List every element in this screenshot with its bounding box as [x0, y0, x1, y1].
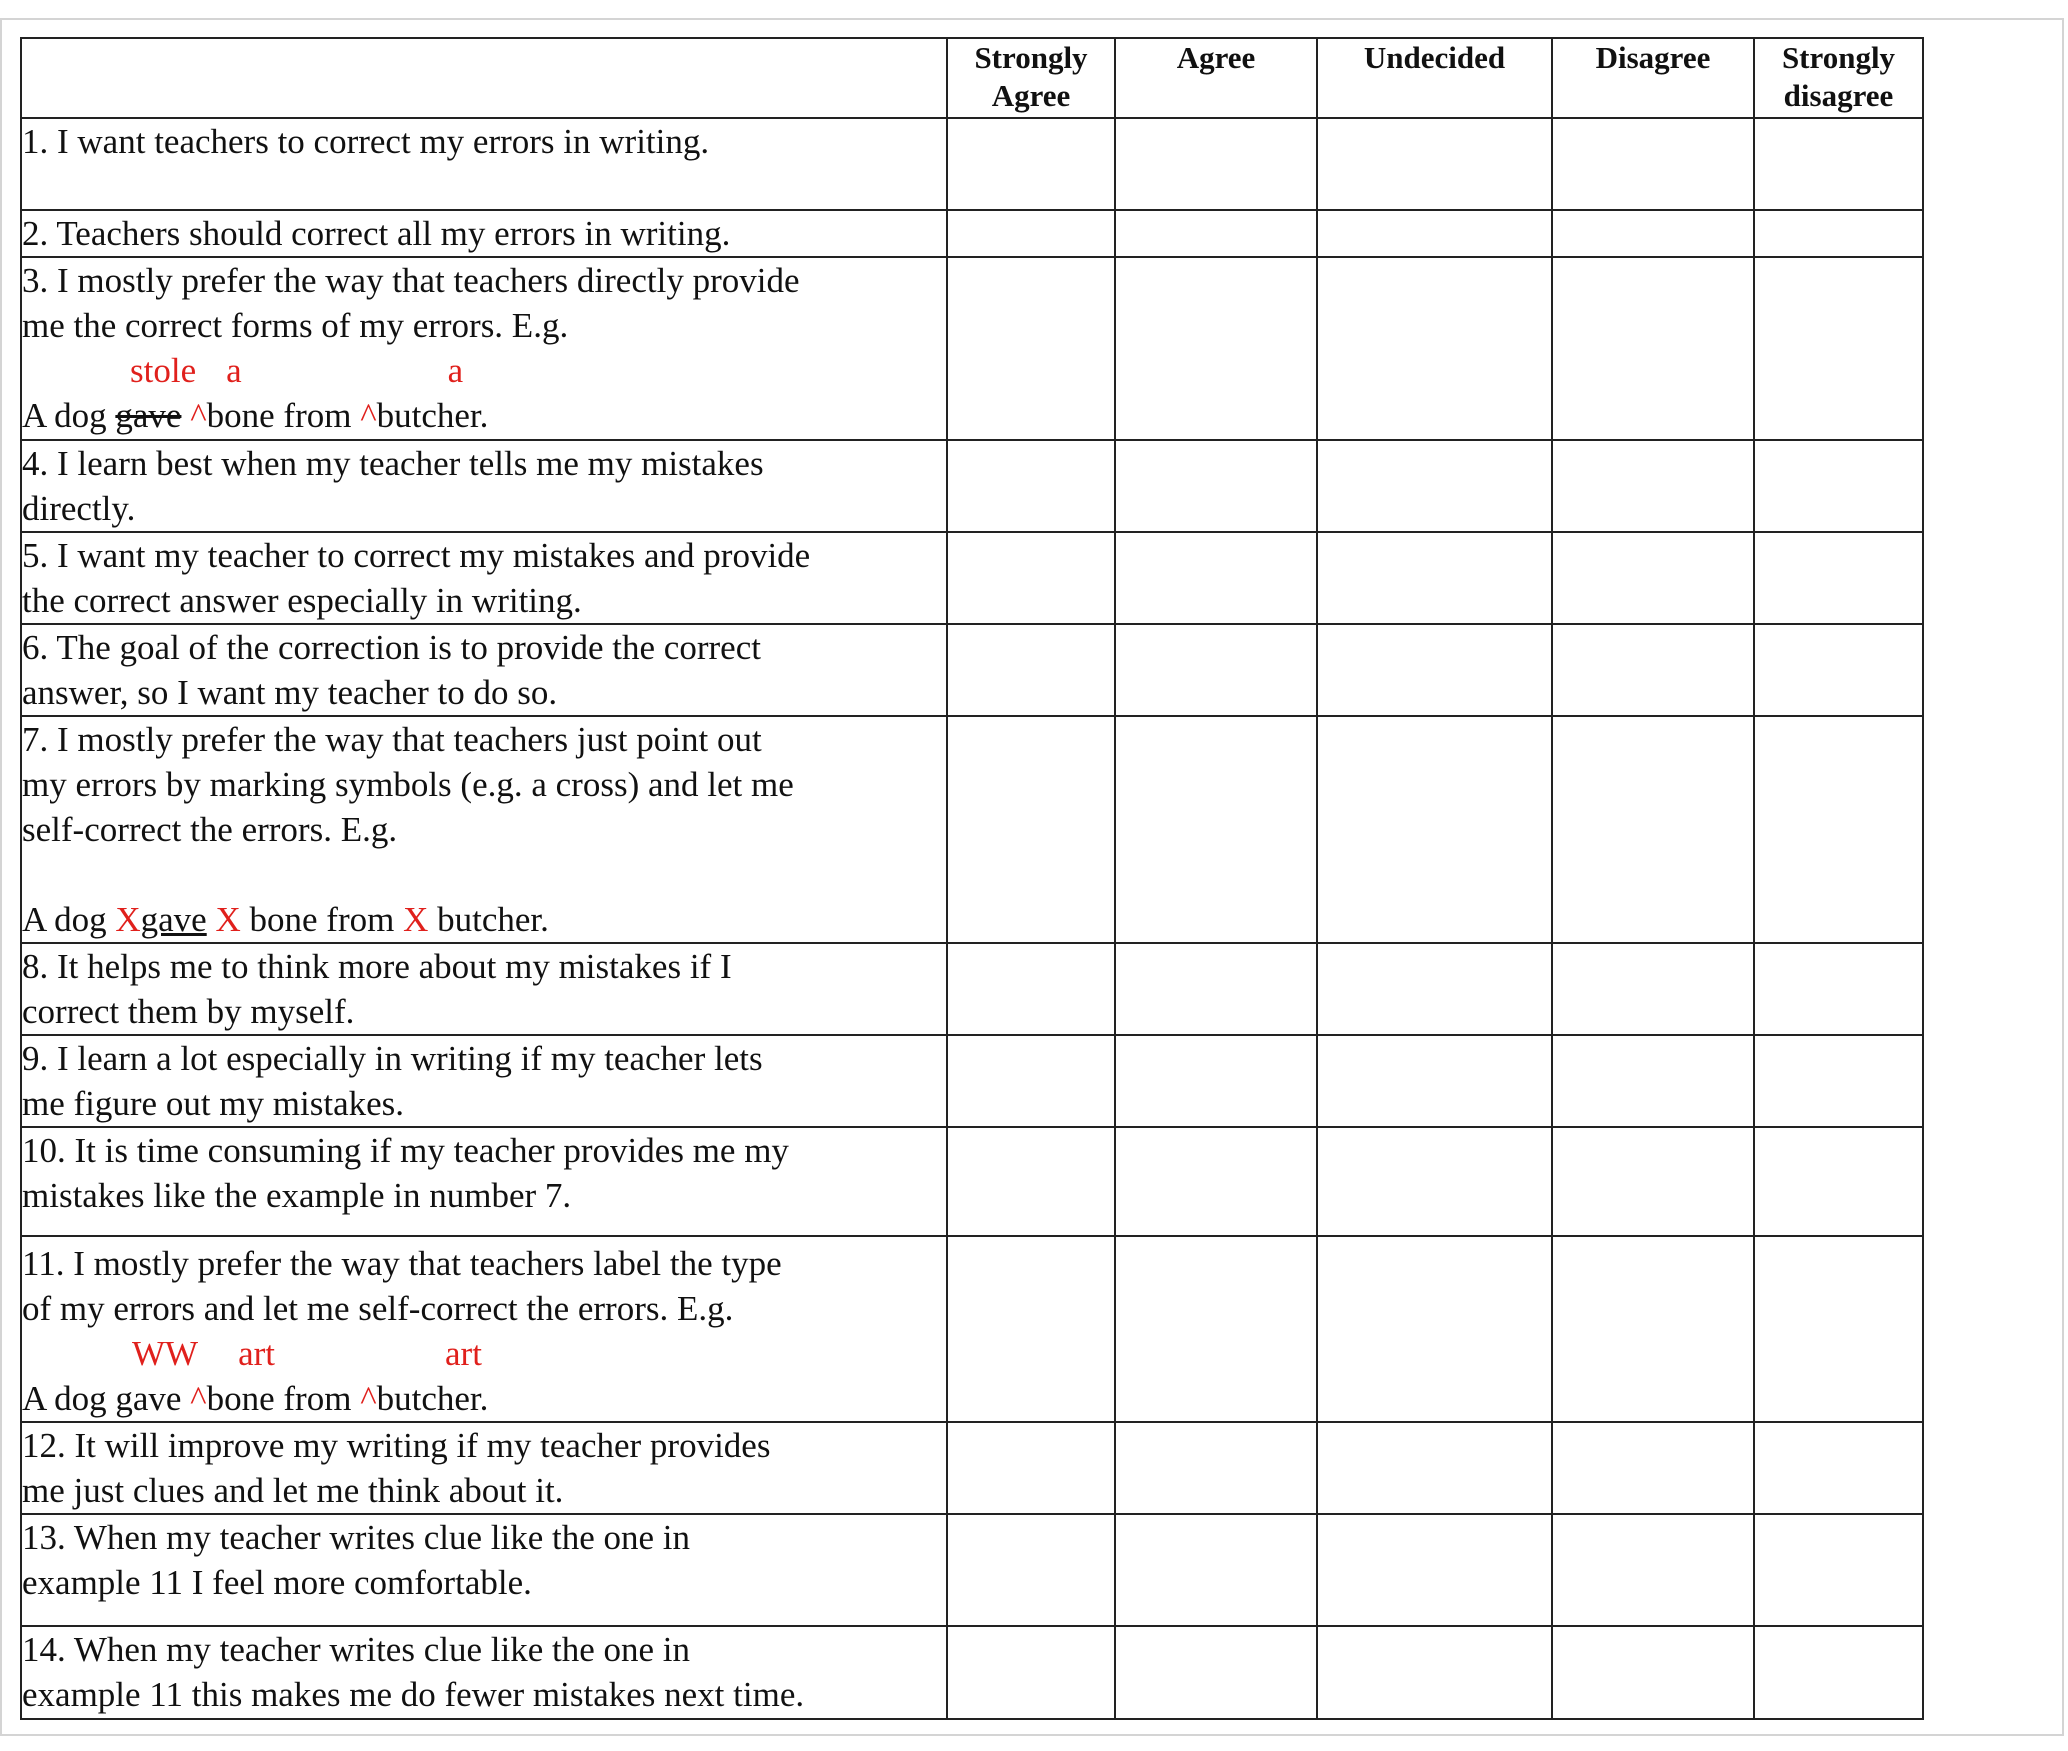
response-cell-disagree[interactable] [1552, 1035, 1754, 1127]
response-cell-undecided[interactable] [1317, 440, 1552, 532]
statement-line: me the correct forms of my errors. E.g. [22, 306, 569, 345]
statement-line: 13. When my teacher writes clue like the one in [22, 1518, 691, 1557]
table-row [21, 440, 1923, 532]
statement-cell [21, 210, 947, 257]
example-sentence: A dog gave ^bone from ^butcher. [22, 396, 489, 435]
response-cell-strongly-agree[interactable] [947, 1514, 1115, 1626]
response-cell-undecided[interactable] [1317, 1422, 1552, 1514]
statement-line: 8. It helps me to think more about my mistakes if I [22, 947, 732, 986]
response-cell-strongly-agree[interactable] [947, 532, 1115, 624]
statement-line: 14. When my teacher writes clue like the one in [22, 1630, 691, 1669]
response-cell-disagree[interactable] [1552, 440, 1754, 532]
response-cell-strongly-agree[interactable] [947, 257, 1115, 440]
statement-line: example 11 this makes me do fewer mistakes next time. [22, 1675, 805, 1714]
statement-line: the correct answer especially in writing. [22, 581, 582, 620]
statement-cell [21, 624, 947, 716]
response-cell-strongly-disagree[interactable] [1754, 257, 1923, 440]
statement-line: mistakes like the example in number 7. [22, 1176, 572, 1215]
response-cell-strongly-disagree[interactable] [1754, 532, 1923, 624]
statement-cell [21, 1127, 947, 1236]
response-cell-undecided[interactable] [1317, 532, 1552, 624]
insertion-caret: ^ [360, 396, 377, 435]
response-cell-undecided[interactable] [1317, 210, 1552, 257]
response-cell-undecided[interactable] [1317, 257, 1552, 440]
response-cell-undecided[interactable] [1317, 118, 1552, 210]
response-cell-agree[interactable] [1115, 440, 1317, 532]
statement-line: 12. It will improve my writing if my teacher provides [22, 1426, 771, 1465]
response-cell-strongly-disagree[interactable] [1754, 1626, 1923, 1719]
statement-line: 11. I mostly prefer the way that teachers label the type [22, 1244, 782, 1283]
insertion-caret: ^ [181, 1379, 207, 1418]
table-row [21, 257, 1923, 440]
statement-line: correct them by myself. [22, 992, 355, 1031]
response-cell-strongly-disagree[interactable] [1754, 1035, 1923, 1127]
statement-cell [21, 1514, 947, 1626]
response-cell-disagree[interactable] [1552, 257, 1754, 440]
table-row [21, 1035, 1923, 1127]
annotation-word: art [238, 1334, 275, 1373]
table-row [21, 1127, 1923, 1236]
statement-line: 2. Teachers should correct all my errors in writing. [22, 214, 731, 253]
header-row [21, 38, 1923, 118]
response-cell-undecided[interactable] [1317, 1236, 1552, 1422]
response-cell-agree[interactable] [1115, 943, 1317, 1035]
response-cell-strongly-agree[interactable] [947, 1422, 1115, 1514]
table-row [21, 532, 1923, 624]
annotation-word: a [226, 351, 242, 390]
response-cell-strongly-agree[interactable] [947, 440, 1115, 532]
response-cell-strongly-disagree[interactable] [1754, 1514, 1923, 1626]
response-cell-strongly-disagree[interactable] [1754, 440, 1923, 532]
statement-cell [21, 943, 947, 1035]
response-cell-strongly-disagree[interactable] [1754, 943, 1923, 1035]
response-cell-undecided[interactable] [1317, 716, 1552, 943]
statement-cell [21, 716, 947, 943]
table-row [21, 1514, 1923, 1626]
statement-line: of my errors and let me self-correct the errors. E.g. [22, 1289, 734, 1328]
response-cell-undecided[interactable] [1317, 1035, 1552, 1127]
statement-cell [21, 1626, 947, 1719]
table-row [21, 1626, 1923, 1719]
example-sentence: A dog gave ^bone from ^butcher. [22, 1379, 489, 1418]
statement-line: 1. I want teachers to correct my errors in writing. [22, 122, 710, 161]
statement-cell [21, 1035, 947, 1127]
statement-line: 10. It is time consuming if my teacher provides me my [22, 1131, 789, 1170]
response-cell-undecided[interactable] [1317, 943, 1552, 1035]
response-cell-undecided[interactable] [1317, 1127, 1552, 1236]
response-cell-strongly-agree[interactable] [947, 1035, 1115, 1127]
response-cell-disagree[interactable] [1552, 118, 1754, 210]
response-cell-disagree[interactable] [1552, 1127, 1754, 1236]
response-cell-strongly-agree[interactable] [947, 1626, 1115, 1719]
statement-line: 6. The goal of the correction is to provide the correct [22, 628, 761, 667]
statement-cell [21, 440, 947, 532]
statement-cell [21, 1236, 947, 1422]
table-row [21, 1422, 1923, 1514]
table-row [21, 118, 1923, 210]
insertion-caret: ^ [360, 1379, 377, 1418]
response-cell-strongly-agree[interactable] [947, 1236, 1115, 1422]
response-cell-strongly-agree[interactable] [947, 716, 1115, 943]
table-row [21, 1236, 1923, 1422]
response-cell-strongly-disagree[interactable] [1754, 210, 1923, 257]
header-agree: Agree [1115, 38, 1317, 118]
error-label-annotation-line [22, 1331, 946, 1376]
response-cell-agree[interactable] [1115, 257, 1317, 440]
response-cell-undecided[interactable] [1317, 624, 1552, 716]
response-cell-agree[interactable] [1115, 1422, 1317, 1514]
response-cell-strongly-agree[interactable] [947, 118, 1115, 210]
response-cell-agree[interactable] [1115, 1236, 1317, 1422]
response-cell-disagree[interactable] [1552, 716, 1754, 943]
response-cell-strongly-agree[interactable] [947, 1127, 1115, 1236]
statement-line: answer, so I want my teacher to do so. [22, 673, 558, 712]
response-cell-agree[interactable] [1115, 716, 1317, 943]
response-cell-disagree[interactable] [1552, 1626, 1754, 1719]
header-strongly-agree: Strongly Agree [947, 38, 1115, 118]
response-cell-agree[interactable] [1115, 118, 1317, 210]
statement-line: directly. [22, 489, 136, 528]
response-cell-undecided[interactable] [1317, 1626, 1552, 1719]
struck-word: gave [115, 396, 182, 435]
correction-annotation-line [22, 348, 946, 393]
response-cell-agree[interactable] [1115, 1626, 1317, 1719]
annotation-word: art [445, 1334, 482, 1373]
response-cell-strongly-disagree[interactable] [1754, 716, 1923, 943]
response-cell-strongly-disagree[interactable] [1754, 624, 1923, 716]
annotation-word: WW [132, 1334, 199, 1373]
response-cell-strongly-disagree[interactable] [1754, 1422, 1923, 1514]
response-cell-agree[interactable] [1115, 1127, 1317, 1236]
error-cross: X [115, 900, 141, 939]
statement-line: self-correct the errors. E.g. [22, 810, 398, 849]
response-cell-disagree[interactable] [1552, 1236, 1754, 1422]
response-cell-undecided[interactable] [1317, 1514, 1552, 1626]
response-cell-strongly-agree[interactable] [947, 624, 1115, 716]
statement-line: 3. I mostly prefer the way that teachers directly provide [22, 261, 800, 300]
header-undecided: Undecided [1317, 38, 1552, 118]
statement-cell [21, 118, 947, 210]
error-cross: X [206, 900, 241, 939]
error-cross: X [403, 900, 429, 939]
statement-cell [21, 1422, 947, 1514]
response-cell-agree[interactable] [1115, 624, 1317, 716]
statement-line: 4. I learn best when my teacher tells me my mistakes [22, 444, 764, 483]
statement-line: me figure out my mistakes. [22, 1084, 405, 1123]
response-cell-strongly-agree[interactable] [947, 943, 1115, 1035]
response-cell-strongly-agree[interactable] [947, 210, 1115, 257]
response-cell-strongly-disagree[interactable] [1754, 118, 1923, 210]
statement-line: example 11 I feel more comfortable. [22, 1563, 532, 1602]
response-cell-strongly-disagree[interactable] [1754, 1127, 1923, 1236]
response-cell-disagree[interactable] [1552, 943, 1754, 1035]
response-cell-disagree[interactable] [1552, 532, 1754, 624]
statement-line: me just clues and let me think about it. [22, 1471, 564, 1510]
header-statement-cell [21, 38, 947, 118]
table-row [21, 716, 1923, 943]
insertion-caret: ^ [181, 396, 207, 435]
underlined-word: gave [140, 900, 207, 939]
response-cell-disagree[interactable] [1552, 1514, 1754, 1626]
response-cell-agree[interactable] [1115, 532, 1317, 624]
response-cell-agree[interactable] [1115, 1035, 1317, 1127]
response-cell-agree[interactable] [1115, 210, 1317, 257]
table-row [21, 210, 1923, 257]
table-row [21, 624, 1923, 716]
header-disagree: Disagree [1552, 38, 1754, 118]
header-strongly-disagree: Strongly disagree [1754, 38, 1923, 118]
statement-line: 5. I want my teacher to correct my mistakes and provide [22, 536, 811, 575]
response-cell-disagree[interactable] [1552, 210, 1754, 257]
statement-line: 9. I learn a lot especially in writing if my teacher lets [22, 1039, 763, 1078]
annotation-word: a [447, 351, 464, 390]
statement-cell [21, 257, 947, 440]
questionnaire-table [20, 37, 1924, 1720]
response-cell-disagree[interactable] [1552, 624, 1754, 716]
response-cell-disagree[interactable] [1552, 1422, 1754, 1514]
statement-cell [21, 532, 947, 624]
annotation-word: stole [130, 351, 197, 390]
statement-line: my errors by marking symbols (e.g. a cross) and let me [22, 765, 794, 804]
example-sentence: A dog Xgave X bone from X butcher. [22, 900, 549, 939]
response-cell-strongly-disagree[interactable] [1754, 1236, 1923, 1422]
table-row [21, 943, 1923, 1035]
response-cell-agree[interactable] [1115, 1514, 1317, 1626]
statement-line: 7. I mostly prefer the way that teachers just point out [22, 720, 762, 759]
